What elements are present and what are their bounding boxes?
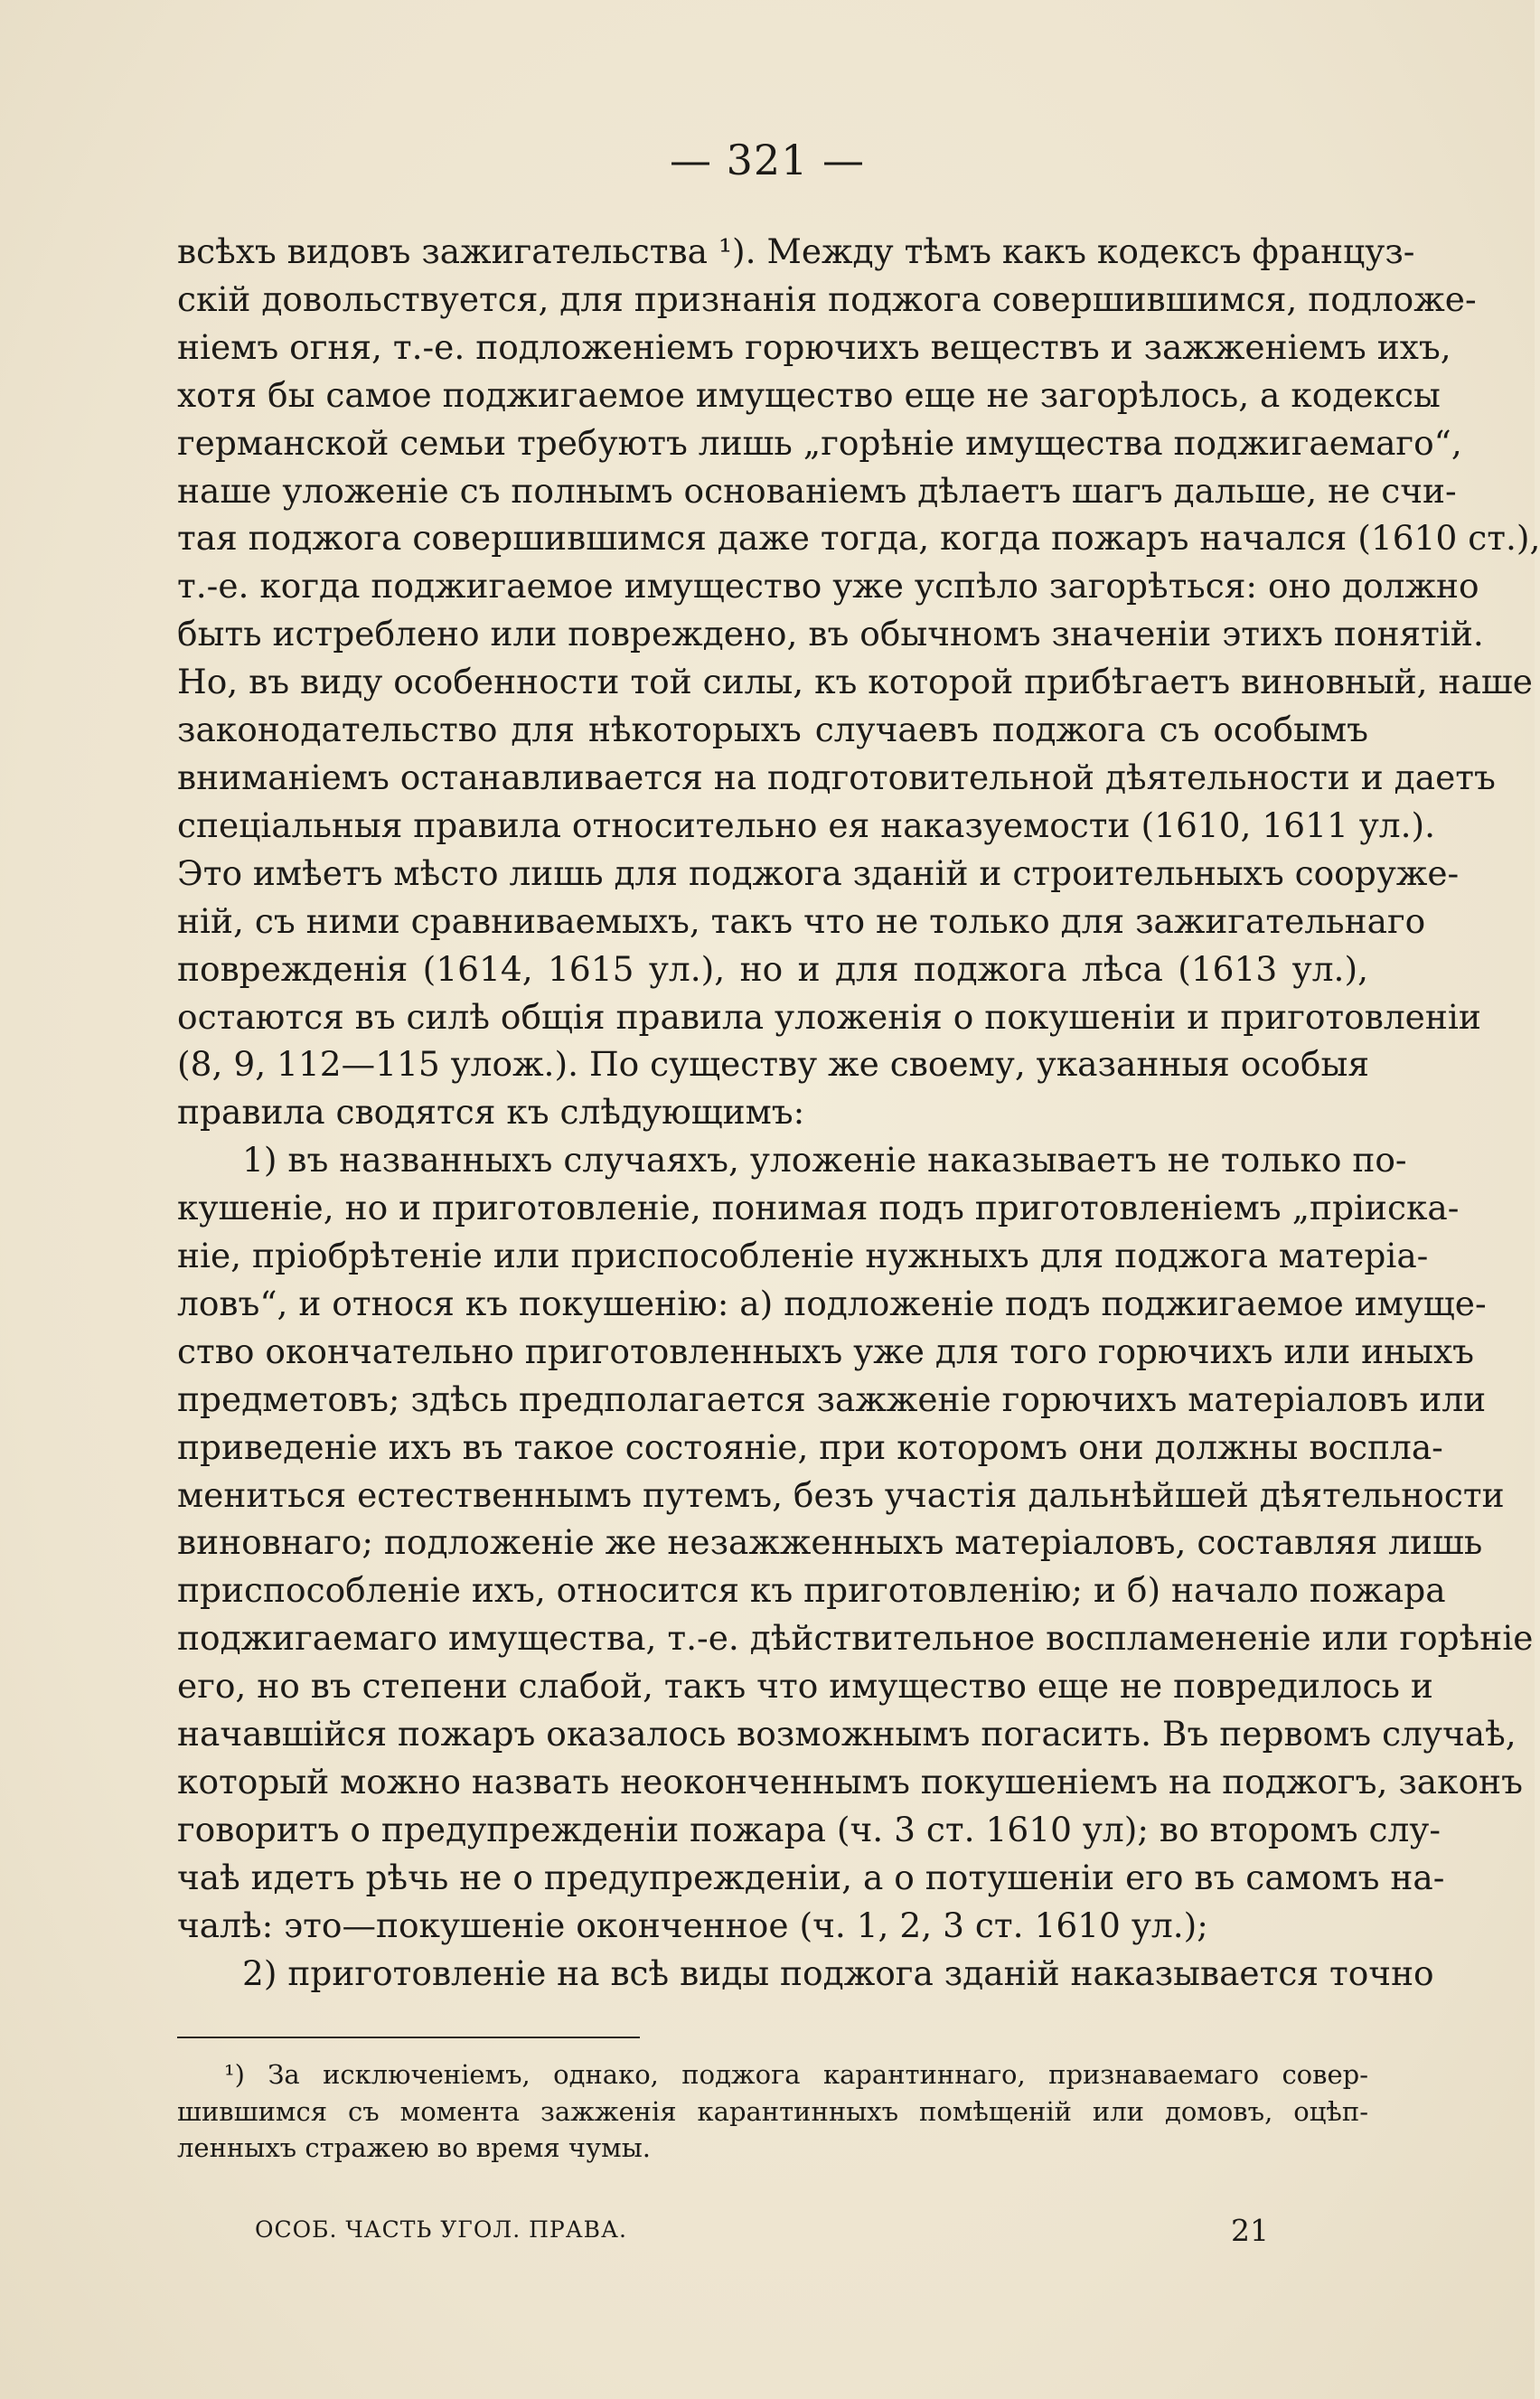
text-line: поджигаемаго имущества, т.-е. дѣйствительное воспламененіе или горѣніе bbox=[177, 1618, 1534, 1659]
text-line: приведеніе ихъ въ такое состояніе, при которомъ они должны воспла- bbox=[177, 1426, 1443, 1467]
footnote-line: шившимся съ момента зажженія карантинныхъ помѣщеній или домовъ, оцѣп- bbox=[177, 2095, 1368, 2127]
text-line: всѣхъ видовъ зажигательства ¹). Между тѣмъ какъ кодексъ француз- bbox=[177, 231, 1415, 271]
text-line: наше уложеніе съ полнымъ основаніемъ дѣлаетъ шагъ дальше, не счи- bbox=[177, 470, 1457, 511]
text-line: германской семьи требуютъ лишь „горѣніе имущества поджигаемаго“, bbox=[177, 422, 1462, 463]
footnote bbox=[177, 2056, 1368, 2167]
text-line: кушеніе, но и приготовленіе, понимая подъ приготовленіемъ „пріиска- bbox=[177, 1188, 1460, 1228]
signature-mark: ОСОБ. ЧАСТЬ УГОЛ. ПРАВА. bbox=[255, 2216, 627, 2243]
text-line: ство окончательно приготовленныхъ уже для того горючихъ или иныхъ bbox=[177, 1331, 1474, 1371]
signature-folio: 21 bbox=[1231, 2213, 1269, 2248]
text-line: т.-е. когда поджигаемое имущество уже успѣло загорѣться: оно должно bbox=[177, 566, 1479, 607]
text-line: скій довольствуется, для признанія поджога совершившимся, подложе- bbox=[177, 278, 1477, 319]
text-line: 1) въ названныхъ случаяхъ, уложеніе наказываетъ не только по- bbox=[242, 1140, 1407, 1181]
text-line: который можно назвать неоконченнымъ покушеніемъ на поджогъ, законъ bbox=[177, 1762, 1524, 1802]
text-line: приспособленіе ихъ, относится къ приготовленію; и б) начало пожара bbox=[177, 1570, 1446, 1611]
text-line: виновнаго; подложеніе же незажженныхъ матеріаловъ, составляя лишь bbox=[177, 1522, 1483, 1563]
text-line: (8, 9, 112—115 улож.). По существу же своему, указанныя особыя bbox=[177, 1044, 1370, 1085]
text-line: говоритъ о предупрежденіи пожара (ч. 3 ст. 1610 ул); во второмъ слу- bbox=[177, 1809, 1441, 1849]
text-line: мениться естественнымъ путемъ, безъ участія дальнѣйшей дѣятельности bbox=[177, 1474, 1505, 1515]
text-line: Это имѣетъ мѣсто лишь для поджога зданій и строительныхъ сооруже- bbox=[177, 852, 1460, 893]
footnote-divider bbox=[177, 2037, 640, 2038]
text-line: начавшійся пожаръ оказалось возможнымъ погасить. Въ первомъ случаѣ, bbox=[177, 1714, 1517, 1755]
text-line: ловъ“, и относя къ покушенію: а) подложеніе подъ поджигаемое имуще- bbox=[177, 1283, 1487, 1323]
text-line: ній, съ ними сравниваемыхъ, такъ что не только для зажигательнаго bbox=[177, 900, 1426, 941]
text-line: вниманіемъ останавливается на подготовительной дѣятельности и даетъ bbox=[177, 757, 1496, 797]
footnote-line: ¹) За исключеніемъ, однако, поджога карантиннаго, признаваемаго совер- bbox=[224, 2059, 1368, 2090]
text-line: чалѣ: это—покушеніе оконченное (ч. 1, 2, 3 ст. 1610 ул.); bbox=[177, 1905, 1208, 1945]
text-line: ніе, пріобрѣтеніе или приспособленіе нужныхъ для поджога матеріа- bbox=[177, 1236, 1429, 1276]
text-line: хотя бы самое поджигаемое имущество еще не загорѣлось, а кодексы bbox=[177, 374, 1441, 415]
text-line: чаѣ идетъ рѣчь не о предупрежденіи, а о потушеніи его въ самомъ на- bbox=[177, 1857, 1445, 1897]
text-line: остаются въ силѣ общія правила уложенія о покушеніи и приготовленіи bbox=[177, 996, 1481, 1037]
text-line: 2) приготовленіе на всѣ виды поджога зданій наказывается точно bbox=[242, 1952, 1434, 1993]
text-line: поврежденія (1614, 1615 ул.), но и для поджога лѣса (1613 ул.), bbox=[177, 948, 1368, 989]
text-line: тая поджога совершившимся даже тогда, когда пожаръ начался (1610 ст.), bbox=[177, 518, 1540, 559]
text-line: правила сводятся къ слѣдующимъ: bbox=[177, 1092, 805, 1133]
text-line: Но, въ виду особенности той силы, къ которой прибѣгаетъ виновный, наше bbox=[177, 662, 1533, 702]
text-line: законодательство для нѣкоторыхъ случаевъ поджога съ особымъ bbox=[177, 710, 1368, 750]
text-line: ніемъ огня, т.-е. подложеніемъ горючихъ веществъ и зажженіемъ ихъ, bbox=[177, 326, 1451, 367]
footnote-line: ленныхъ стражею во время чумы. bbox=[177, 2132, 652, 2163]
text-line: спеціальныя правила относительно ея наказуемости (1610, 1611 ул.). bbox=[177, 804, 1436, 845]
page-number-header: — 321 — bbox=[669, 136, 866, 184]
text-line: предметовъ; здѣсь предполагается зажженіе горючихъ матеріаловъ или bbox=[177, 1378, 1487, 1419]
text-line: его, но въ степени слабой, такъ что имущество еще не повредилось и bbox=[177, 1666, 1433, 1707]
main-text bbox=[177, 228, 1540, 1998]
text-line: быть истреблено или повреждено, въ обычномъ значеніи этихъ понятій. bbox=[177, 614, 1484, 654]
